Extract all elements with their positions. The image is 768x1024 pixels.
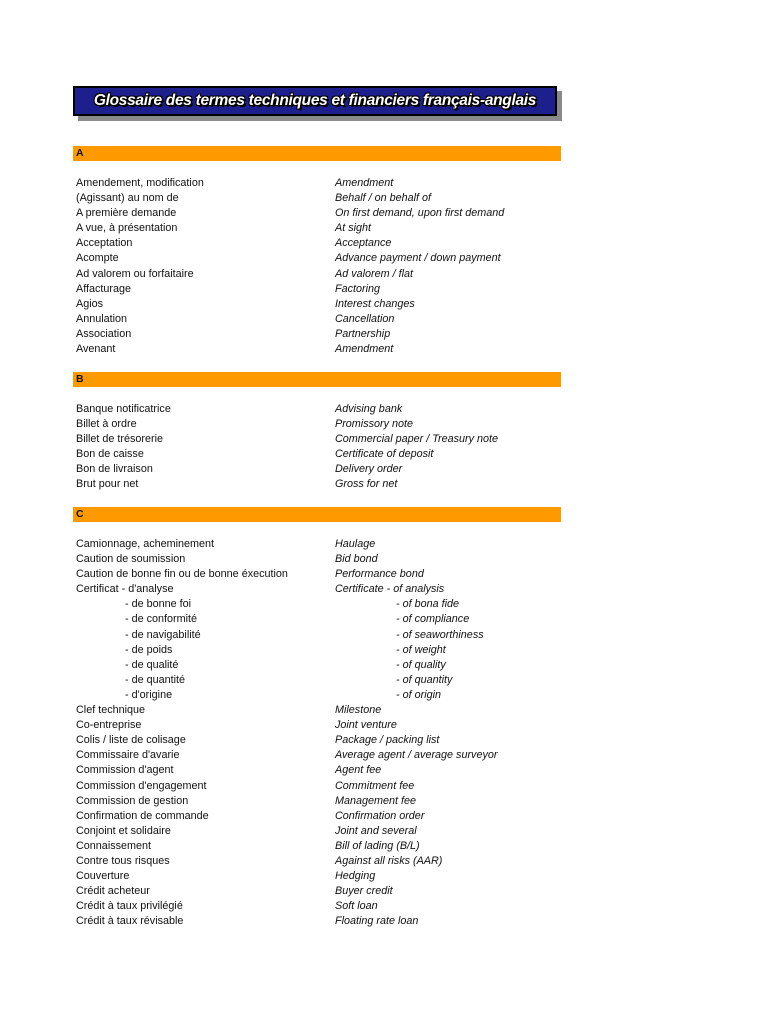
english-term: Package / packing list bbox=[335, 734, 440, 747]
french-term: Conjoint et solidaire bbox=[76, 824, 171, 837]
english-term: Joint venture bbox=[335, 719, 397, 732]
french-term: Co-entreprise bbox=[76, 719, 142, 732]
glossary-row bbox=[73, 297, 561, 312]
french-term: Brut pour net bbox=[76, 478, 139, 491]
glossary-row bbox=[73, 567, 561, 582]
english-term: Haulage bbox=[335, 538, 376, 550]
glossary-row bbox=[73, 552, 561, 567]
glossary-row bbox=[73, 658, 561, 673]
english-term: Floating rate loan bbox=[335, 915, 419, 928]
glossary-row bbox=[73, 206, 561, 221]
french-term: Annulation bbox=[76, 312, 128, 325]
french-term: Commission d'engagement bbox=[76, 779, 207, 792]
french-term: Colis / liste de colisage bbox=[76, 734, 186, 747]
english-term: Joint and several bbox=[335, 824, 417, 837]
english-term: Certificate of deposit bbox=[335, 448, 434, 461]
french-term: Commissaire d'avarie bbox=[76, 749, 180, 762]
glossary-row bbox=[73, 582, 561, 597]
english-term: Commitment fee bbox=[335, 779, 415, 792]
english-term: Amendment bbox=[335, 177, 394, 189]
glossary-row bbox=[73, 824, 561, 839]
english-term: - of seaworthiness bbox=[396, 628, 484, 641]
french-term: - de navigabilité bbox=[125, 628, 201, 641]
glossary-row bbox=[73, 191, 561, 206]
english-term: On first demand, upon first demand bbox=[335, 207, 505, 220]
french-term: Crédit acheteur bbox=[76, 885, 150, 898]
english-term: Performance bond bbox=[335, 568, 424, 581]
glossary-row bbox=[73, 597, 561, 612]
english-term: - of compliance bbox=[396, 613, 470, 626]
glossary-row bbox=[73, 643, 561, 658]
french-term: Camionnage, acheminement bbox=[76, 538, 215, 550]
section-a bbox=[73, 146, 561, 357]
glossary-row bbox=[73, 748, 561, 763]
french-term: Acompte bbox=[76, 252, 119, 265]
english-term: - of bona fide bbox=[396, 598, 460, 611]
section-letter-bar: C bbox=[73, 507, 561, 522]
english-term: Against all risks (AAR) bbox=[335, 854, 443, 867]
glossary-row bbox=[73, 703, 561, 718]
glossary-row bbox=[73, 312, 561, 327]
french-term: Agios bbox=[76, 297, 104, 310]
english-term: Advising bank bbox=[335, 403, 403, 415]
french-term: Caution de soumission bbox=[76, 553, 186, 566]
french-term: Couverture bbox=[76, 870, 130, 883]
french-term: - de conformité bbox=[125, 613, 198, 626]
glossary-row bbox=[73, 462, 561, 477]
glossary-row bbox=[73, 447, 561, 462]
english-term: Promissory note bbox=[335, 418, 414, 431]
english-term: Commercial paper / Treasury note bbox=[335, 433, 499, 446]
glossary-list bbox=[73, 176, 561, 357]
glossary-row bbox=[73, 884, 561, 899]
french-term: Crédit à taux privilégié bbox=[76, 900, 183, 913]
french-term: Caution de bonne fin ou de bonne éxecution bbox=[76, 568, 288, 581]
french-term: Amendement, modification bbox=[76, 177, 204, 189]
glossary-row bbox=[73, 251, 561, 266]
english-term: Soft loan bbox=[335, 900, 378, 913]
glossary-row bbox=[73, 869, 561, 884]
english-term: Delivery order bbox=[335, 463, 403, 476]
english-term: Partnership bbox=[335, 327, 391, 340]
french-term: - de quantité bbox=[125, 673, 186, 686]
english-term: Confirmation order bbox=[335, 809, 425, 822]
glossary-row bbox=[73, 733, 561, 748]
english-term: Bid bond bbox=[335, 553, 378, 566]
glossary-row bbox=[73, 914, 561, 929]
glossary-row bbox=[73, 477, 561, 492]
glossary-row bbox=[73, 794, 561, 809]
glossary-list bbox=[73, 402, 561, 493]
french-term: Bon de livraison bbox=[76, 463, 153, 476]
french-term: - de qualité bbox=[125, 658, 179, 671]
french-term: Billet de trésorerie bbox=[76, 433, 164, 446]
french-term: - de poids bbox=[125, 643, 173, 656]
french-term: Commission de gestion bbox=[76, 794, 189, 807]
glossary-row bbox=[73, 779, 561, 794]
english-term: Cancellation bbox=[335, 312, 395, 325]
english-term: - of quantity bbox=[396, 673, 453, 686]
french-term: Banque notificatrice bbox=[76, 403, 171, 415]
glossary-row bbox=[73, 267, 561, 282]
glossary-row bbox=[73, 432, 561, 447]
french-term: Certificat - d'analyse bbox=[76, 583, 174, 596]
glossary-row bbox=[73, 221, 561, 236]
english-term: Buyer credit bbox=[335, 885, 393, 898]
english-term: Amendment bbox=[335, 343, 394, 356]
english-term: Milestone bbox=[335, 704, 382, 717]
glossary-row bbox=[73, 718, 561, 733]
glossary-row bbox=[73, 282, 561, 297]
document-title: Glossaire des termes techniques et financiers français-anglais bbox=[93, 92, 537, 109]
english-term: - of origin bbox=[396, 688, 442, 701]
english-term: Gross for net bbox=[335, 478, 398, 491]
french-term: Avenant bbox=[76, 343, 116, 356]
english-term: Certificate - of analysis bbox=[335, 583, 445, 596]
english-term: Behalf / on behalf of bbox=[335, 192, 432, 205]
french-term: Acceptation bbox=[76, 237, 133, 250]
glossary-row bbox=[73, 839, 561, 854]
french-term: Clef technique bbox=[76, 704, 146, 717]
english-term: Management fee bbox=[335, 794, 417, 807]
french-term: Billet à ordre bbox=[76, 418, 137, 431]
french-term: Bon de caisse bbox=[76, 448, 144, 461]
french-term: Affacturage bbox=[76, 282, 132, 295]
french-term: Crédit à taux révisable bbox=[76, 915, 184, 928]
glossary-row bbox=[73, 327, 561, 342]
glossary-list bbox=[73, 537, 561, 929]
english-term: Acceptance bbox=[335, 237, 392, 250]
glossary-row bbox=[73, 612, 561, 627]
glossary-row bbox=[73, 763, 561, 778]
french-term: Contre tous risques bbox=[76, 854, 170, 867]
english-term: Average agent / average surveyor bbox=[335, 749, 498, 762]
french-term: Ad valorem ou forfaitaire bbox=[76, 267, 194, 280]
glossary-row bbox=[73, 402, 561, 417]
english-term: Hedging bbox=[335, 870, 376, 883]
glossary-row bbox=[73, 688, 561, 703]
glossary-row bbox=[73, 628, 561, 643]
french-term: Association bbox=[76, 327, 132, 340]
glossary-row bbox=[73, 417, 561, 432]
glossary-row bbox=[73, 809, 561, 824]
french-term: Confirmation de commande bbox=[76, 809, 209, 822]
glossary-row bbox=[73, 673, 561, 688]
glossary-row bbox=[73, 176, 561, 191]
english-term: At sight bbox=[335, 222, 372, 235]
english-term: Ad valorem / flat bbox=[335, 267, 414, 280]
glossary-row bbox=[73, 899, 561, 914]
english-term: - of weight bbox=[396, 643, 446, 656]
section-c bbox=[73, 507, 561, 929]
english-term: Interest changes bbox=[335, 297, 415, 310]
glossary-row bbox=[73, 537, 561, 552]
glossary-row bbox=[73, 342, 561, 357]
glossary-row bbox=[73, 854, 561, 869]
french-term: - de bonne foi bbox=[125, 598, 192, 611]
english-term: - of quality bbox=[396, 658, 446, 671]
french-term: (Agissant) au nom de bbox=[76, 192, 179, 205]
french-term: A première demande bbox=[76, 207, 177, 220]
section-letter-bar: A bbox=[73, 146, 561, 161]
english-term: Bill of lading (B/L) bbox=[335, 839, 420, 852]
document-title-banner bbox=[73, 86, 557, 116]
english-term: Factoring bbox=[335, 282, 381, 295]
section-letter-bar: B bbox=[73, 372, 561, 387]
title-box bbox=[73, 86, 557, 116]
english-term: Agent fee bbox=[335, 764, 382, 777]
english-term: Advance payment / down payment bbox=[335, 252, 501, 265]
french-term: A vue, à présentation bbox=[76, 222, 178, 235]
glossary-row bbox=[73, 236, 561, 251]
french-term: Connaissement bbox=[76, 839, 152, 852]
section-b bbox=[73, 372, 561, 493]
french-term: Commission d'agent bbox=[76, 764, 174, 777]
french-term: - d'origine bbox=[125, 688, 173, 701]
